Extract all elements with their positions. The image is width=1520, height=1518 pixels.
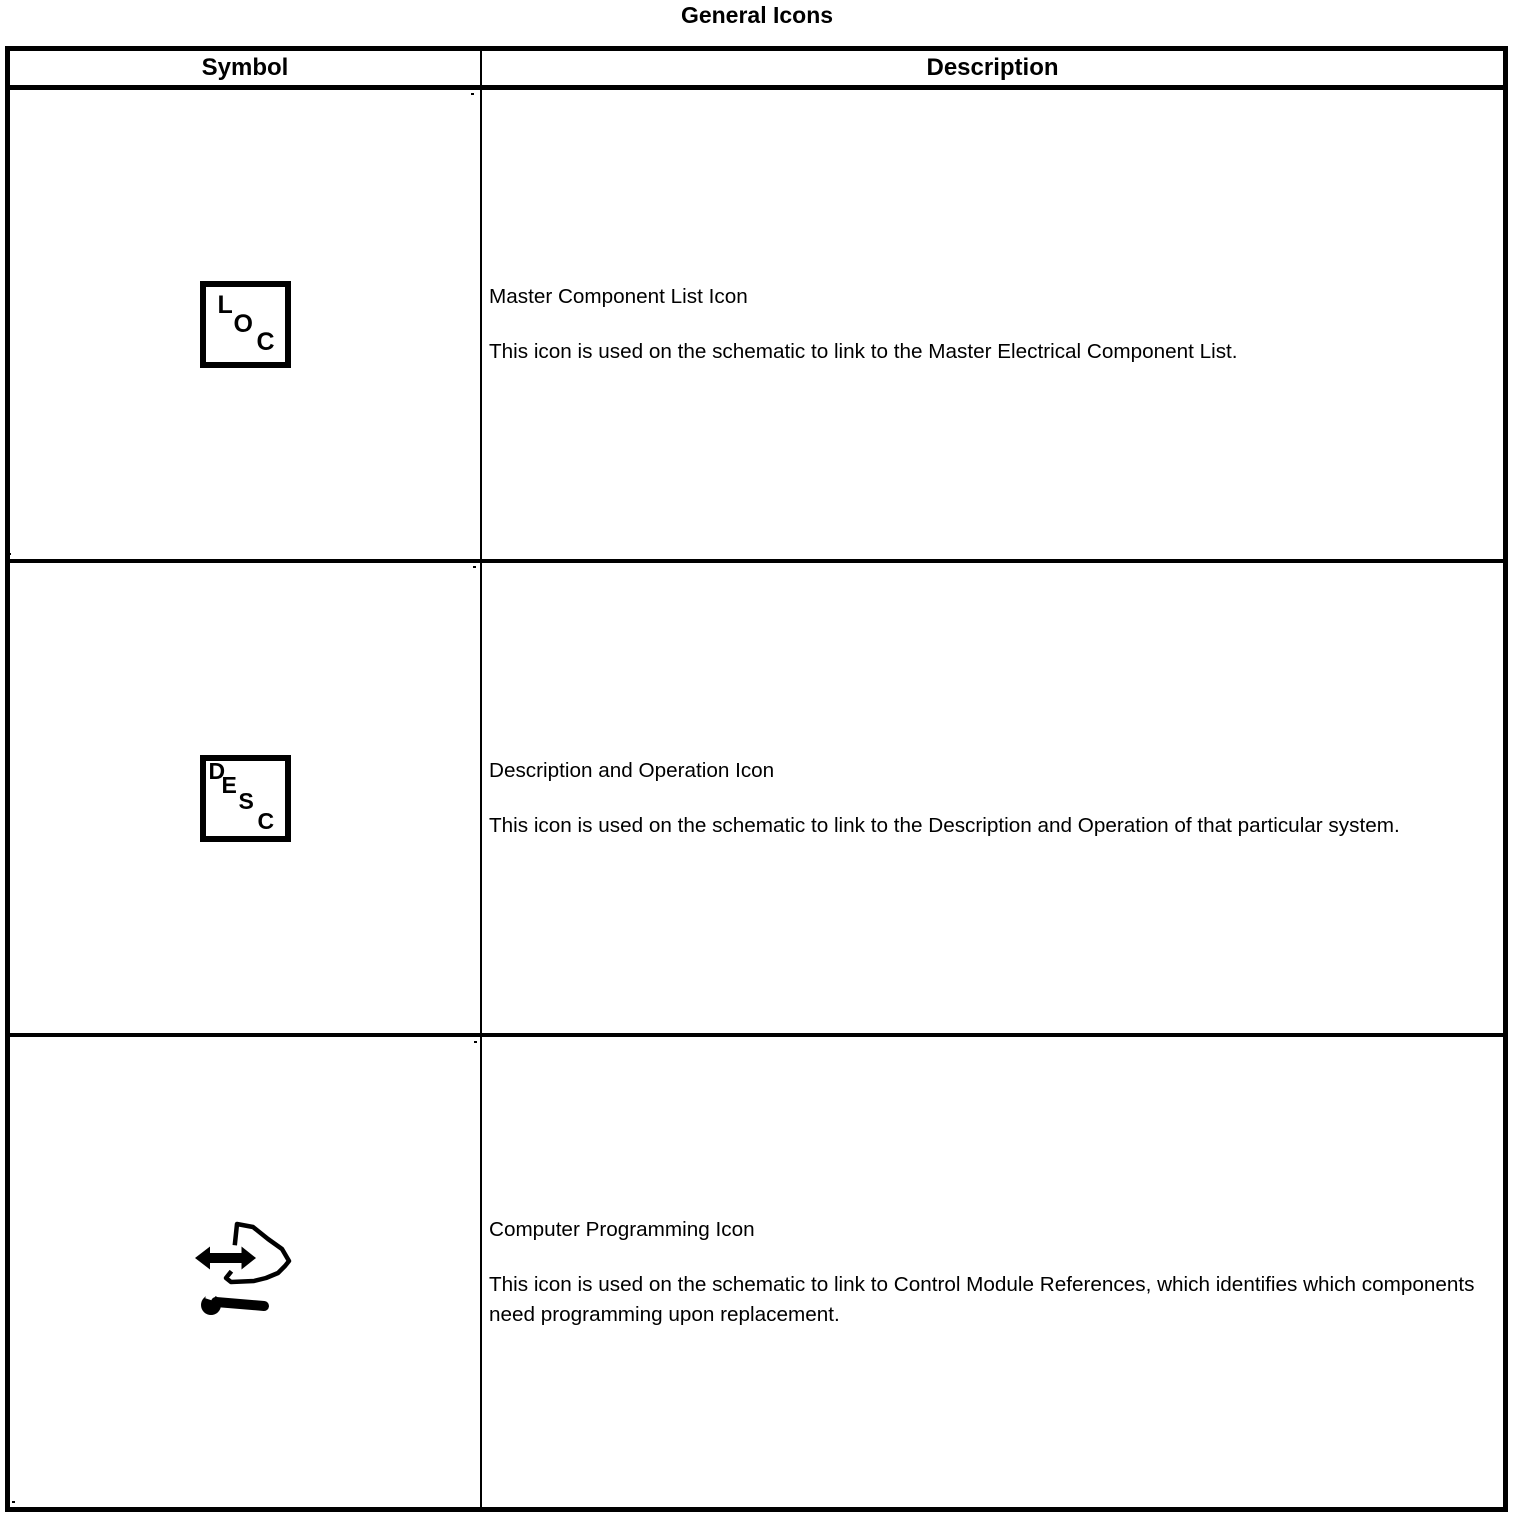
computer-programming-icon xyxy=(185,1212,305,1332)
table-row-2-description-cell xyxy=(482,563,1503,1037)
column-header-symbol: Symbol xyxy=(10,51,482,90)
icon-letter: C xyxy=(256,328,275,356)
scan-artifact xyxy=(471,93,474,95)
icon-letter: E xyxy=(221,771,237,798)
icon-title: Computer Programming Icon xyxy=(489,1217,755,1241)
icon-letter: O xyxy=(233,310,253,338)
scan-artifact xyxy=(12,1501,15,1503)
scan-artifact xyxy=(8,553,11,555)
scan-artifact xyxy=(473,566,476,568)
icon-letter: D xyxy=(208,757,226,784)
icon-title: Master Component List Icon xyxy=(489,285,748,308)
table-row-1-symbol-cell xyxy=(10,90,482,563)
table-row-1-description-cell xyxy=(482,90,1503,563)
scan-artifact xyxy=(474,1041,477,1043)
table-row-3-description-cell xyxy=(482,1037,1503,1507)
icon-letter: L xyxy=(217,291,233,319)
icon-title: Description and Operation Icon xyxy=(489,758,775,782)
icon-letter: S xyxy=(238,787,254,814)
wrench-icon xyxy=(201,1283,264,1315)
table-row-3-symbol-cell xyxy=(10,1037,482,1507)
icon-description: This icon is used on the schematic to link to the Master Electrical Component List. xyxy=(489,340,1238,363)
master-component-list-icon xyxy=(200,281,291,368)
general-icons-table xyxy=(5,46,1508,1512)
icon-description: This icon is used on the schematic to link to the Description and Operation of that particular system. xyxy=(489,813,1400,837)
scan-artifact xyxy=(7,1029,10,1031)
table-row-2-symbol-cell xyxy=(10,563,482,1037)
description-and-operation-icon xyxy=(200,755,291,842)
icon-letter: C xyxy=(257,807,275,834)
double-arrow-icon xyxy=(195,1247,256,1270)
page-title: General Icons xyxy=(680,2,834,28)
column-header-description: Description xyxy=(482,51,1503,90)
icon-description: This icon is used on the schematic to link to Control Module References, which identifies which components need programming upon replacement. xyxy=(489,1272,1475,1326)
